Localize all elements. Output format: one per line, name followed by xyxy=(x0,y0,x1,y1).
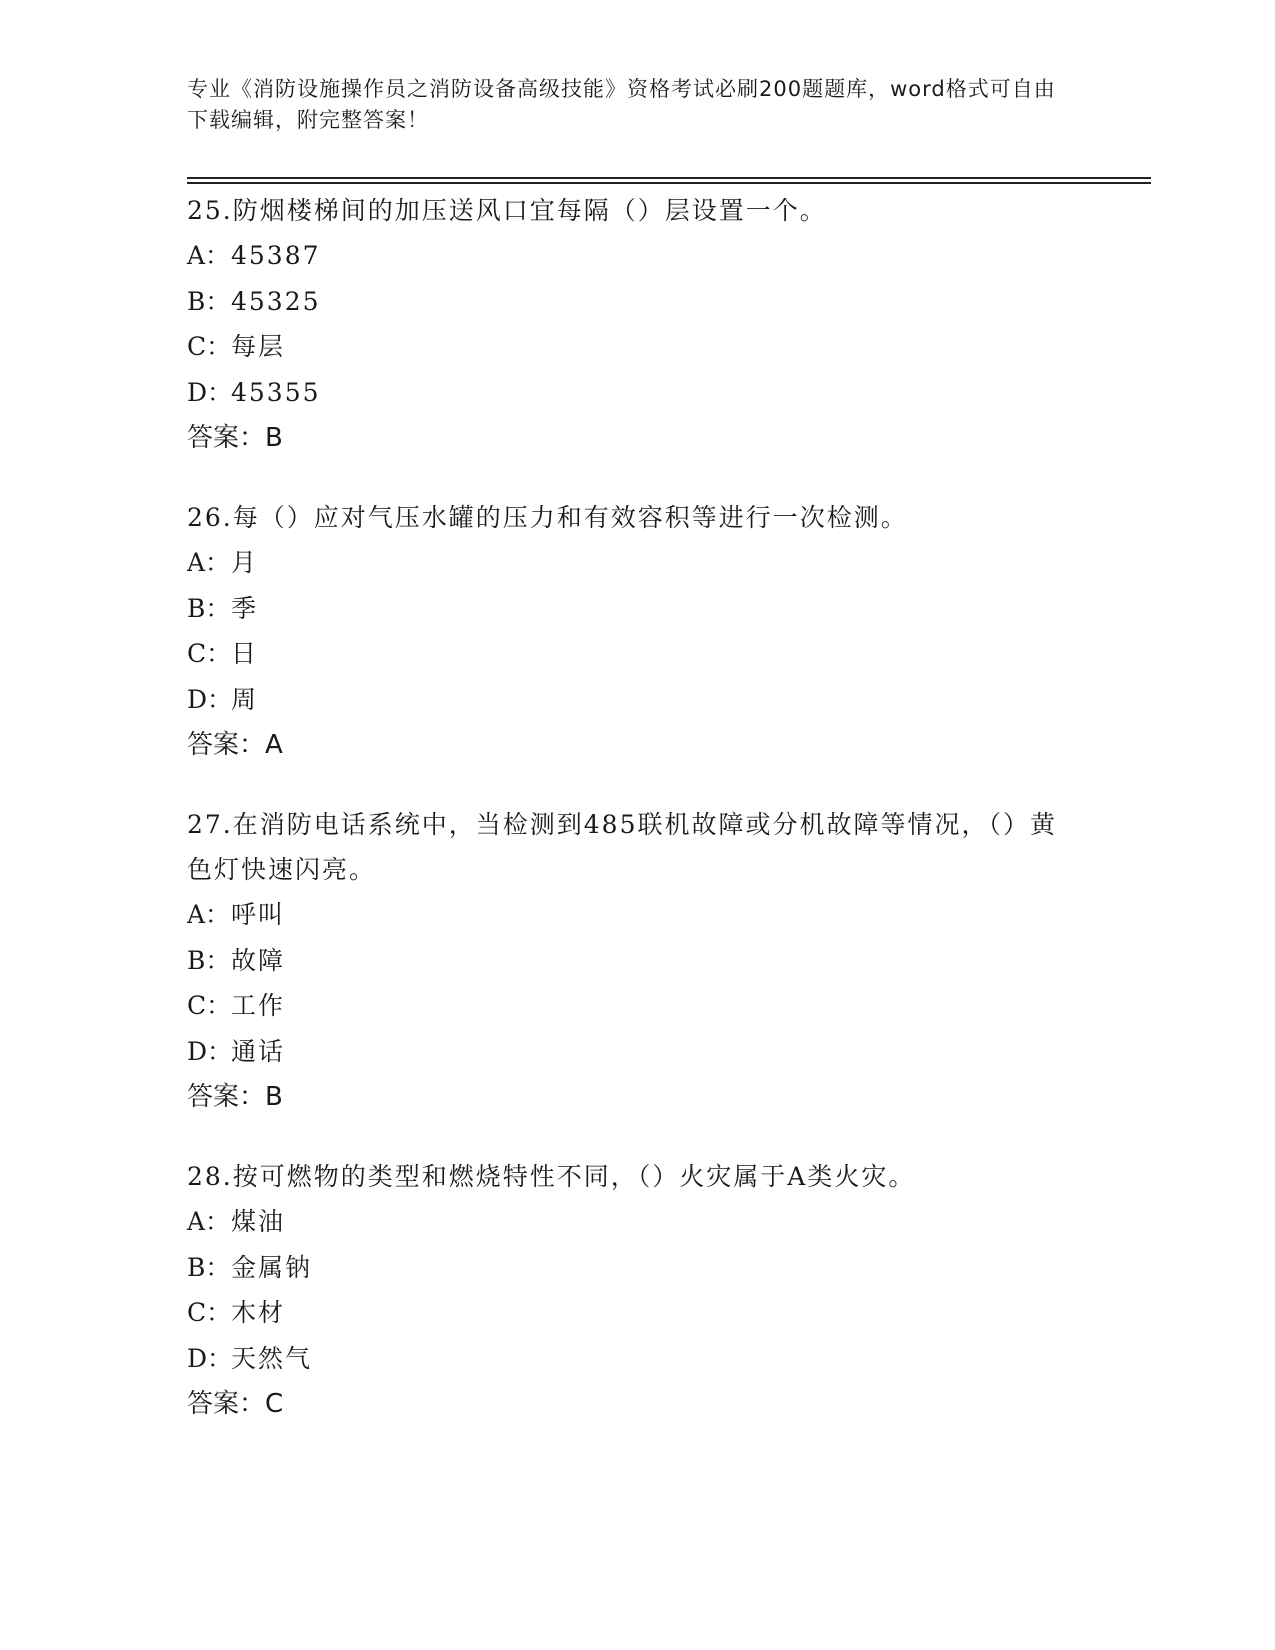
option-b xyxy=(187,938,1147,984)
question-text: 26.每（）应对气压水罐的压力和有效容积等进行一次检测。 xyxy=(187,503,908,532)
option-value: 工作 xyxy=(231,991,286,1020)
option-value: 45325 xyxy=(231,286,321,316)
option-value: 呼叫 xyxy=(231,900,286,929)
option-letter: B： xyxy=(187,593,231,623)
option-c xyxy=(187,983,1147,1029)
question-text: 28.按可燃物的类型和燃烧特性不同，（）火灾属于A类火灾。 xyxy=(187,1162,916,1191)
option-letter: B： xyxy=(187,286,231,316)
option-c xyxy=(187,1290,1147,1336)
option-a xyxy=(187,540,1147,586)
question-item xyxy=(187,495,1147,768)
answer-value: C xyxy=(265,1389,284,1419)
option-value: 月 xyxy=(231,548,259,577)
answer-value: B xyxy=(265,1082,283,1112)
option-a xyxy=(187,233,1147,279)
option-letter: C： xyxy=(187,991,232,1020)
option-value: 故障 xyxy=(231,945,286,975)
option-value: 金属钠 xyxy=(231,1252,313,1282)
question-text: 27.在消防电话系统中，当检测到485联机故障或分机故障等情况，（）黄色灯快速闪亮。 xyxy=(187,810,1057,884)
question-text: 25.防烟楼梯间的加压送风口宜每隔（）层设置一个。 xyxy=(187,196,827,225)
answer-label: 答案： xyxy=(187,730,266,760)
option-d xyxy=(187,677,1147,723)
option-value: 日 xyxy=(231,639,259,668)
option-b xyxy=(187,1245,1147,1291)
option-value: 季 xyxy=(231,593,259,623)
option-letter: A： xyxy=(187,548,231,577)
question-item xyxy=(187,188,1147,461)
option-letter: B： xyxy=(187,945,231,975)
option-value: 通话 xyxy=(231,1036,286,1066)
answer-line xyxy=(187,1381,1147,1427)
option-a xyxy=(187,1199,1147,1245)
option-b xyxy=(187,279,1147,325)
option-value: 每层 xyxy=(231,332,286,361)
option-value: 45387 xyxy=(231,241,321,270)
option-letter: C： xyxy=(187,639,232,668)
header-divider-bottom xyxy=(187,182,1151,184)
option-letter: C： xyxy=(187,1298,232,1327)
option-letter: A： xyxy=(187,900,231,929)
answer-label: 答案： xyxy=(187,423,266,453)
option-b xyxy=(187,586,1147,632)
option-value: 周 xyxy=(231,684,259,714)
option-a xyxy=(187,892,1147,938)
answer-line xyxy=(187,722,1147,768)
answer-value: A xyxy=(265,730,283,760)
option-value: 45355 xyxy=(231,377,321,407)
answer-line xyxy=(187,1074,1147,1120)
option-letter: A： xyxy=(187,1207,231,1236)
option-letter: A： xyxy=(187,241,231,270)
option-letter: D： xyxy=(187,1343,233,1373)
option-letter: C： xyxy=(187,332,232,361)
option-c xyxy=(187,631,1147,677)
option-value: 天然气 xyxy=(231,1343,313,1373)
question-list xyxy=(187,188,1147,1461)
option-letter: D： xyxy=(187,1036,233,1066)
answer-label: 答案： xyxy=(187,1082,266,1112)
option-d xyxy=(187,1336,1147,1382)
option-c xyxy=(187,324,1147,370)
header-divider-top xyxy=(187,177,1151,179)
option-value: 煤油 xyxy=(231,1207,286,1236)
option-d xyxy=(187,1029,1147,1075)
option-letter: D： xyxy=(187,684,233,714)
answer-line xyxy=(187,415,1147,461)
option-letter: B： xyxy=(187,1252,231,1282)
option-letter: D： xyxy=(187,377,233,407)
question-item xyxy=(187,802,1147,1120)
answer-value: B xyxy=(265,423,283,453)
document-intro: 专业《消防设施操作员之消防设备高级技能》资格考试必刷200题题库，word格式可自由下载编辑，附完整答案！ xyxy=(187,77,1056,132)
option-value: 木材 xyxy=(231,1298,286,1327)
question-item xyxy=(187,1154,1147,1427)
answer-label: 答案： xyxy=(187,1389,266,1419)
option-d xyxy=(187,370,1147,416)
